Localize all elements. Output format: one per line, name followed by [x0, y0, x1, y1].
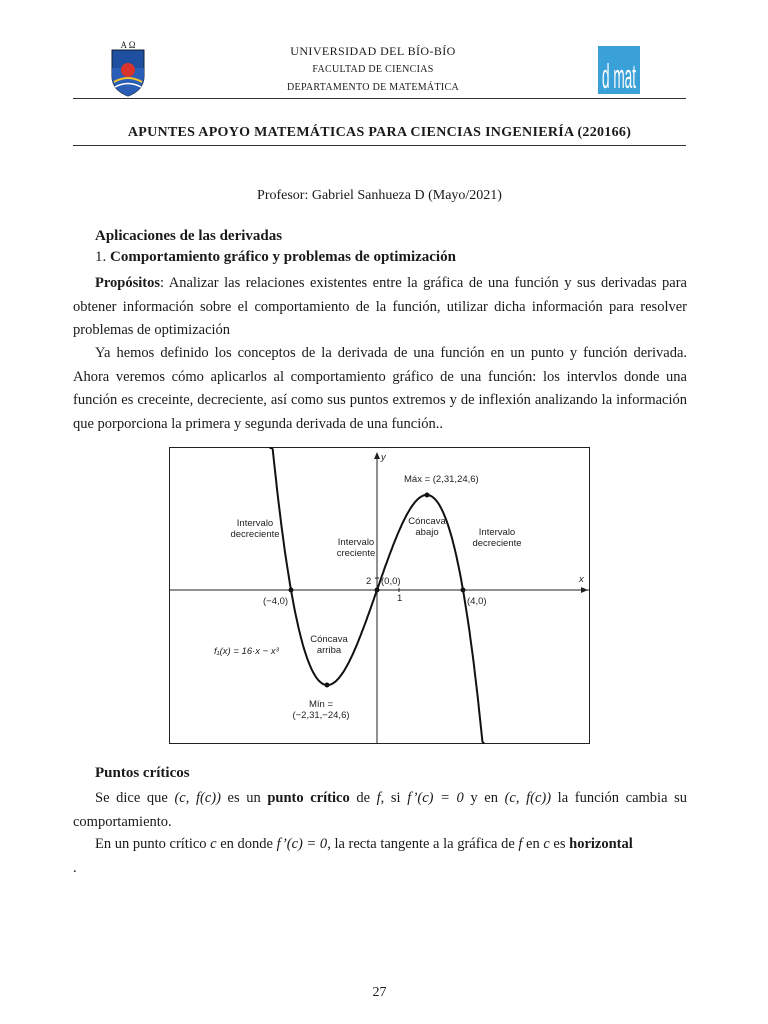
department-name: DEPARTAMENTO DE MATEMÁTICA: [287, 82, 459, 93]
department-dmat-logo: [598, 46, 640, 94]
horizontal-term: horizontal: [569, 836, 633, 852]
text-run: en donde: [216, 836, 277, 852]
max-point: [425, 493, 430, 498]
function-graph-figure: [169, 447, 590, 744]
right-decreasing-label-line1: Intervalo: [478, 527, 516, 538]
root-left-label: (−4,0): [263, 596, 289, 607]
text-run: y en: [463, 790, 505, 806]
horizontal-tangent-paragraph: [73, 833, 687, 880]
math-condition: f’(c) = 0: [407, 790, 464, 806]
university-crest-logo: [106, 38, 150, 98]
origin-point: [375, 588, 380, 593]
concave-up-label-line1: Cóncava: [310, 634, 348, 645]
increasing-label-line1: Intervalo: [337, 537, 375, 548]
purposes-text: : Analizar las relaciones existentes entre la gráfica de una función y sus derivadas para obtener información sobre el comportamiento de la función, utilizar dicha información para resolver problemas de optimización: [73, 275, 687, 338]
subsection-heading: [95, 249, 456, 266]
text-run: la función cambia su comportamiento.: [73, 790, 688, 830]
critical-points-heading: Puntos críticos: [95, 765, 190, 781]
title-rule: [73, 145, 686, 146]
origin-label: (0,0): [381, 576, 401, 587]
critical-points-definition: [73, 787, 687, 834]
root-left-point: [289, 588, 294, 593]
max-label: Máx = (2,31,24,6): [404, 474, 479, 485]
text-run: En un punto crítico: [95, 836, 211, 852]
text-run: , la recta tangente a la gráfica de: [327, 836, 519, 852]
text-run: en: [522, 836, 544, 852]
y-axis-arrow: [374, 452, 380, 459]
math-condition: f’(c) = 0: [276, 836, 328, 852]
purposes-label: Propósitos: [95, 275, 160, 291]
purposes-paragraph: [73, 272, 687, 343]
y-tick-label: 2: [366, 576, 372, 587]
concave-down-label-line1: Cóncava: [408, 516, 446, 527]
function-formula-label: f₁(x) = 16·x − x³: [214, 646, 279, 657]
increasing-label-line2: creciente: [336, 548, 376, 559]
root-right-point: [461, 588, 466, 593]
concave-down-label-line2: abajo: [415, 527, 439, 538]
subsection-number: 1.: [95, 249, 107, 265]
page-number: 27: [372, 985, 387, 1000]
min-point: [325, 683, 330, 688]
math-f: f: [518, 836, 523, 852]
critical-point-term: punto crítico: [267, 790, 350, 806]
root-right-label: (4,0): [467, 596, 487, 607]
text-run: Se dice que: [95, 790, 175, 806]
text-run: .: [73, 859, 77, 876]
header-rule: [73, 98, 686, 99]
crest-letters: A Ω: [120, 40, 136, 50]
text-run: es un: [220, 790, 268, 806]
min-label-line1: Mín =: [308, 699, 334, 710]
concave-up-label-line2: arriba: [316, 645, 342, 656]
right-decreasing-label-line2: decreciente: [472, 538, 522, 549]
function-graph: [170, 448, 589, 743]
document-title: APUNTES APOYO MATEMÁTICAS PARA CIENCIAS INGENIERÍA (220166): [127, 125, 632, 140]
text-run: , si: [380, 790, 408, 806]
math-point: (c, f(c)): [504, 790, 552, 806]
y-axis-label: y: [381, 452, 386, 463]
dmat-logo-text: d mat: [602, 58, 637, 96]
section-heading: Aplicaciones de las derivadas: [95, 228, 283, 244]
university-name: UNIVERSIDAD DEL BÍO-BÍO: [290, 44, 456, 58]
faculty-name: FACULTAD DE CIENCIAS: [312, 64, 434, 75]
math-f: f: [376, 790, 381, 806]
left-decreasing-label-line2: decreciente: [230, 529, 280, 540]
math-c: c: [543, 836, 550, 852]
x-axis-label: x: [579, 574, 584, 585]
professor-line: Profesor: Gabriel Sanhueza D (Mayo/2021): [257, 188, 502, 203]
intro-text: Ya hemos definido los conceptos de la derivada de una función en un punto y función derivada. Ahora veremos cómo aplicarlos al comportamiento gráfico de una función: los intervlos donde una función es creceinte, decreciente, así como sus puntos extremos y de inflexión analizando la información que porporciona la primera y segunda derivada de una función..: [73, 345, 687, 432]
math-point: (c, f(c)): [174, 790, 221, 806]
math-c: c: [210, 836, 217, 852]
x-axis-arrow: [581, 587, 588, 593]
x-tick-label: 1: [397, 593, 403, 604]
subsection-title: Comportamiento gráfico y problemas de optimización: [110, 249, 456, 265]
min-label-line2: (−2,31,−24,6): [292, 710, 350, 721]
left-decreasing-label-line1: Intervalo: [236, 518, 274, 529]
intro-paragraph: [73, 342, 687, 436]
text-run: de: [349, 790, 377, 806]
text-run: es: [549, 836, 570, 852]
